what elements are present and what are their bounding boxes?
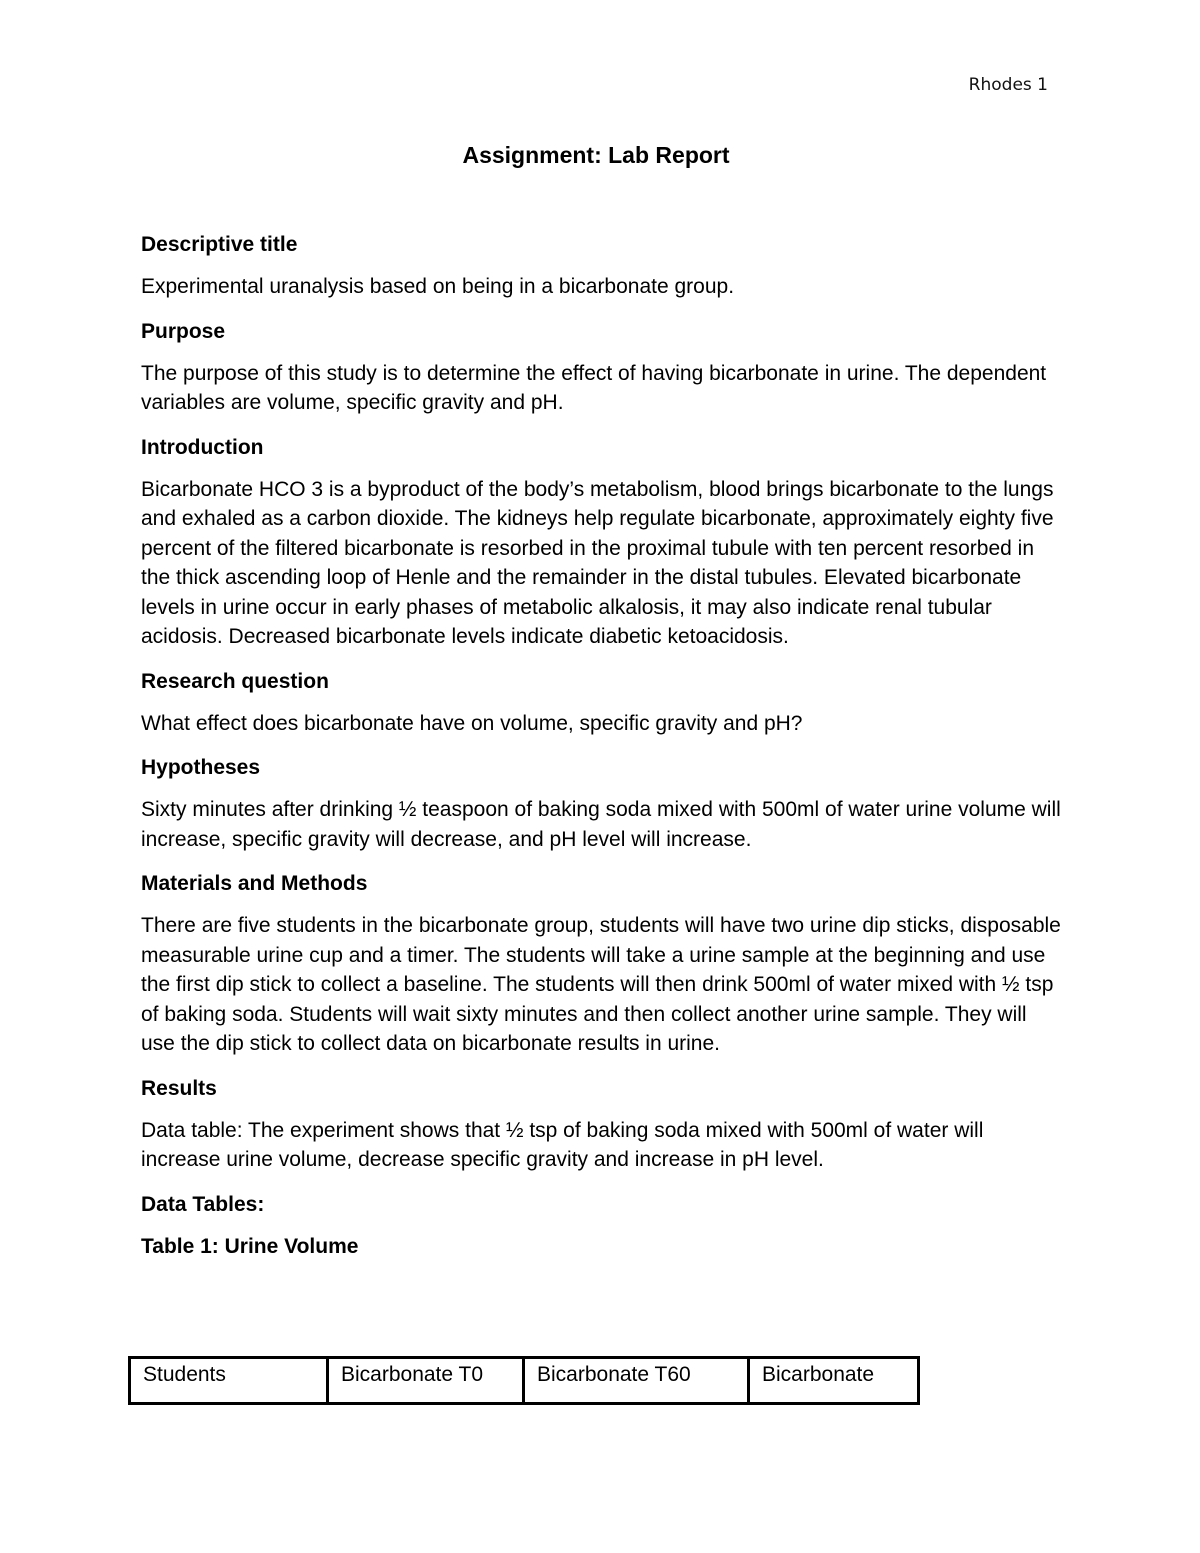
section-heading-descriptive-title: Descriptive title — [141, 233, 298, 256]
table-header-cell: Bicarbonate T60 — [524, 1358, 749, 1404]
section-body-materials-methods: There are five students in the bicarbonate group, students will have two urine dip sticks, disposable measurable urine cup and a timer. The students will take a urine sample at the beginning and use the first dip stick to collect a baseline. The students will then drink 500ml of water mixed with ½ tsp of baking soda. Students will wait sixty minutes and then collect another urine sample. They will use the dip stick to collect data on bicarbonate results in urine. — [141, 914, 1061, 1055]
section-heading-purpose: Purpose — [141, 319, 226, 343]
section-heading-hypotheses: Hypotheses — [141, 756, 261, 779]
section-body-research-question: What effect does bicarbonate have on volume, specific gravity and pH? — [141, 711, 803, 735]
section-heading-results: Results — [141, 1076, 217, 1100]
table-header-cell: Students — [130, 1358, 328, 1404]
section-heading-data-tables: Data Tables: — [141, 1192, 265, 1216]
page-title: Assignment: Lab Report — [462, 142, 730, 168]
section-body-purpose: The purpose of this study is to determine the effect of having bicarbonate in urine. The dependent variables are volume, specific gravity and pH. — [141, 361, 1047, 414]
table-header-row — [130, 1358, 919, 1404]
section-body-hypotheses: Sixty minutes after drinking ½ teaspoon of baking soda mixed with 500ml of water urine volume will increase, specific gravity will decrease, and pH level will increase. — [141, 798, 1061, 851]
section-heading-research-question: Research question — [141, 669, 329, 693]
table-header-cell: Bicarbonate T0 — [328, 1358, 524, 1404]
page-header-label: Rhodes 1 — [968, 75, 1048, 95]
section-body-introduction: Bicarbonate HCO 3 is a byproduct of the body’s metabolism, blood brings bicarbonate to the lungs and exhaled as a carbon dioxide. The kidneys help regulate bicarbonate, approximately eighty five percent of the filtered bicarbonate is resorbed in the proximal tubule with ten percent resorbed in the thick ascending loop of Henle and the remainder in the distal tubules. Elevated bicarbonate levels in urine occur in early phases of metabolic alkalosis, it may also indicate renal tubular acidosis. Decreased bicarbonate levels indicate diabetic ketoacidosis. — [141, 477, 1054, 648]
section-heading-introduction: Introduction — [141, 435, 264, 459]
document-body — [141, 230, 1061, 1274]
section-body-descriptive-title: Experimental uranalysis based on being in a bicarbonate group. — [141, 275, 735, 298]
table-header-cell: Bicarbonate — [749, 1358, 919, 1404]
urine-volume-table — [128, 1356, 920, 1405]
section-body-results: Data table: The experiment shows that ½ tsp of baking soda mixed with 500ml of water will increase urine volume, decrease specific gravity and increase in pH level. — [141, 1118, 984, 1171]
section-heading-materials-methods: Materials and Methods — [141, 872, 368, 895]
table-caption-urine-volume: Table 1: Urine Volume — [141, 1234, 359, 1258]
